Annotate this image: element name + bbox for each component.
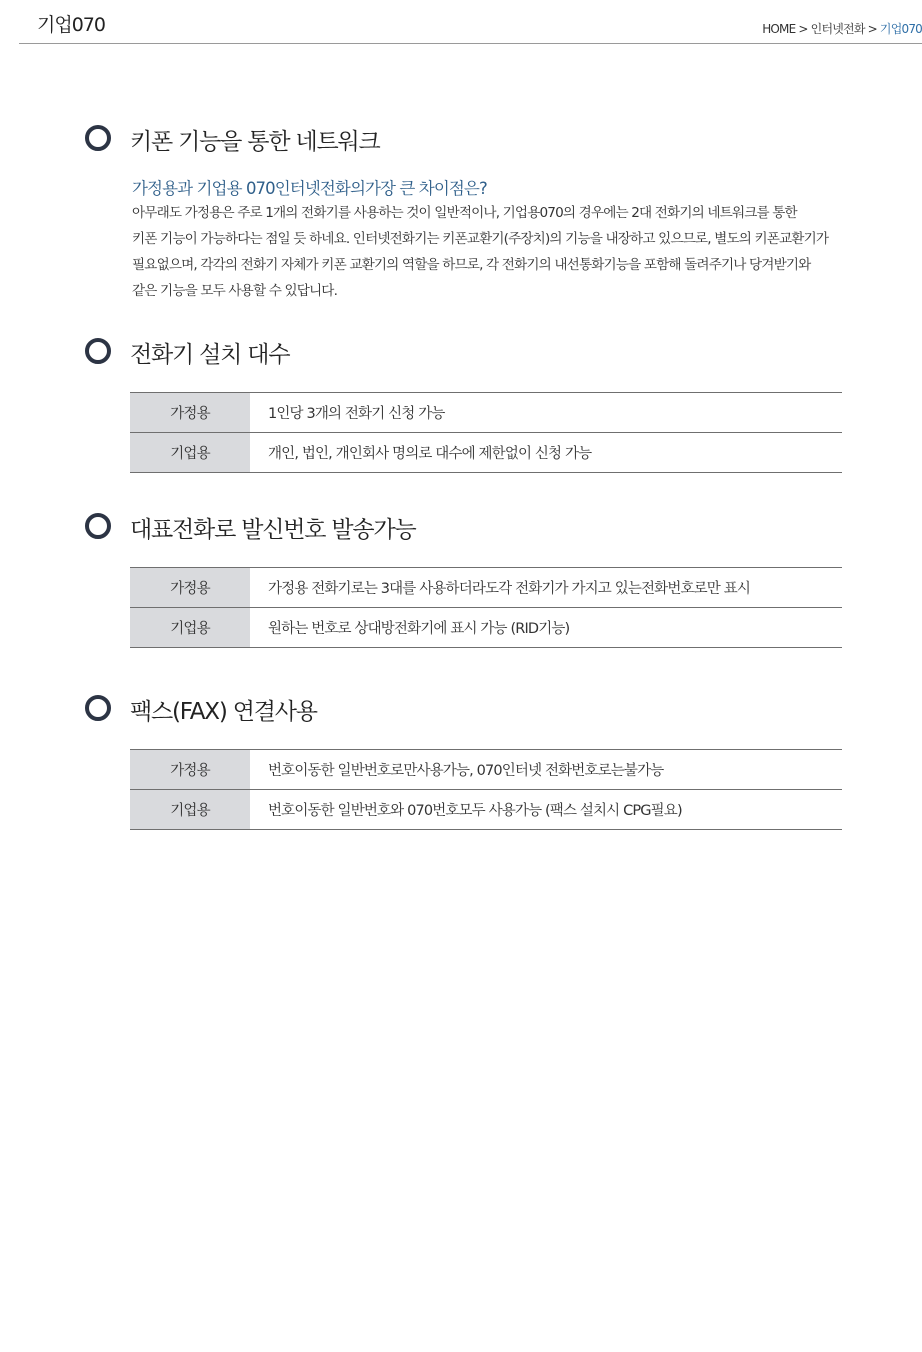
description-line: 필요없으며, 각각의 전화기 자체가 키폰 교환기의 역할을 하므로, 각 전화기의 내선통화기능을 포함해 돌려주기나 당겨받기와	[132, 257, 811, 273]
section-title: 키폰 기능을 통한 네트워크	[130, 129, 380, 155]
circle-bullet-icon	[85, 513, 111, 539]
row-label: 가정용	[130, 568, 250, 608]
row-label: 기업용	[130, 608, 250, 648]
section-title: 팩스(FAX) 연결사용	[130, 699, 317, 725]
description-line: 키폰 기능이 가능하다는 점일 듯 하네요. 인터넷전화기는 키폰교환기(주장치)의 기능을 내장하고 있으므로, 별도의 키폰교환기가	[132, 231, 829, 247]
page-header	[19, 0, 922, 44]
comparison-table-fax	[130, 749, 842, 830]
circle-bullet-icon	[85, 695, 111, 721]
row-value: 번호이동한 일반번호와 070번호모두 사용가능 (팩스 설치시 CPG필요)	[250, 790, 842, 830]
breadcrumb-current: 기업070	[879, 22, 922, 36]
table-row	[130, 393, 842, 433]
circle-bullet-icon	[85, 338, 111, 364]
section-title: 대표전화로 발신번호 발송가능	[130, 517, 416, 543]
row-value: 번호이동한 일반번호로만사용가능, 070인터넷 전화번호로는불가능	[250, 750, 842, 790]
breadcrumb	[762, 20, 922, 37]
breadcrumb-separator: >	[798, 22, 808, 36]
row-label: 기업용	[130, 790, 250, 830]
row-label: 가정용	[130, 393, 250, 433]
table-row	[130, 433, 842, 473]
row-value: 1인당 3개의 전화기 신청 가능	[250, 393, 842, 433]
row-value: 개인, 법인, 개인회사 명의로 대수에 제한없이 신청 가능	[250, 433, 842, 473]
breadcrumb-parent-link[interactable]: 인터넷전화	[810, 22, 865, 36]
table-row	[130, 568, 842, 608]
section-title: 전화기 설치 대수	[130, 342, 290, 368]
row-label: 기업용	[130, 433, 250, 473]
comparison-table-phone-count	[130, 392, 842, 473]
breadcrumb-separator: >	[867, 22, 877, 36]
description-line: 아무래도 가정용은 주로 1개의 전화기를 사용하는 것이 일반적이나, 기업용070의 경우에는 2대 전화기의 네트워크를 통한	[132, 205, 797, 221]
breadcrumb-home-link[interactable]: HOME	[762, 22, 796, 36]
description-line: 같은 기능을 모두 사용할 수 있답니다.	[132, 283, 338, 299]
table-row	[130, 750, 842, 790]
section-question: 가정용과 기업용 070인터넷전화의가장 큰 차이점은?	[132, 179, 487, 198]
row-label: 가정용	[130, 750, 250, 790]
row-value: 원하는 번호로 상대방전화기에 표시 가능 (RID기능)	[250, 608, 842, 648]
table-row	[130, 790, 842, 830]
section-description	[132, 200, 862, 304]
row-value: 가정용 전화기로는 3대를 사용하더라도각 전화기가 가지고 있는전화번호로만 표시	[250, 568, 842, 608]
table-row	[130, 608, 842, 648]
comparison-table-caller-id	[130, 567, 842, 648]
circle-bullet-icon	[85, 125, 111, 151]
page-title: 기업070	[37, 14, 105, 36]
